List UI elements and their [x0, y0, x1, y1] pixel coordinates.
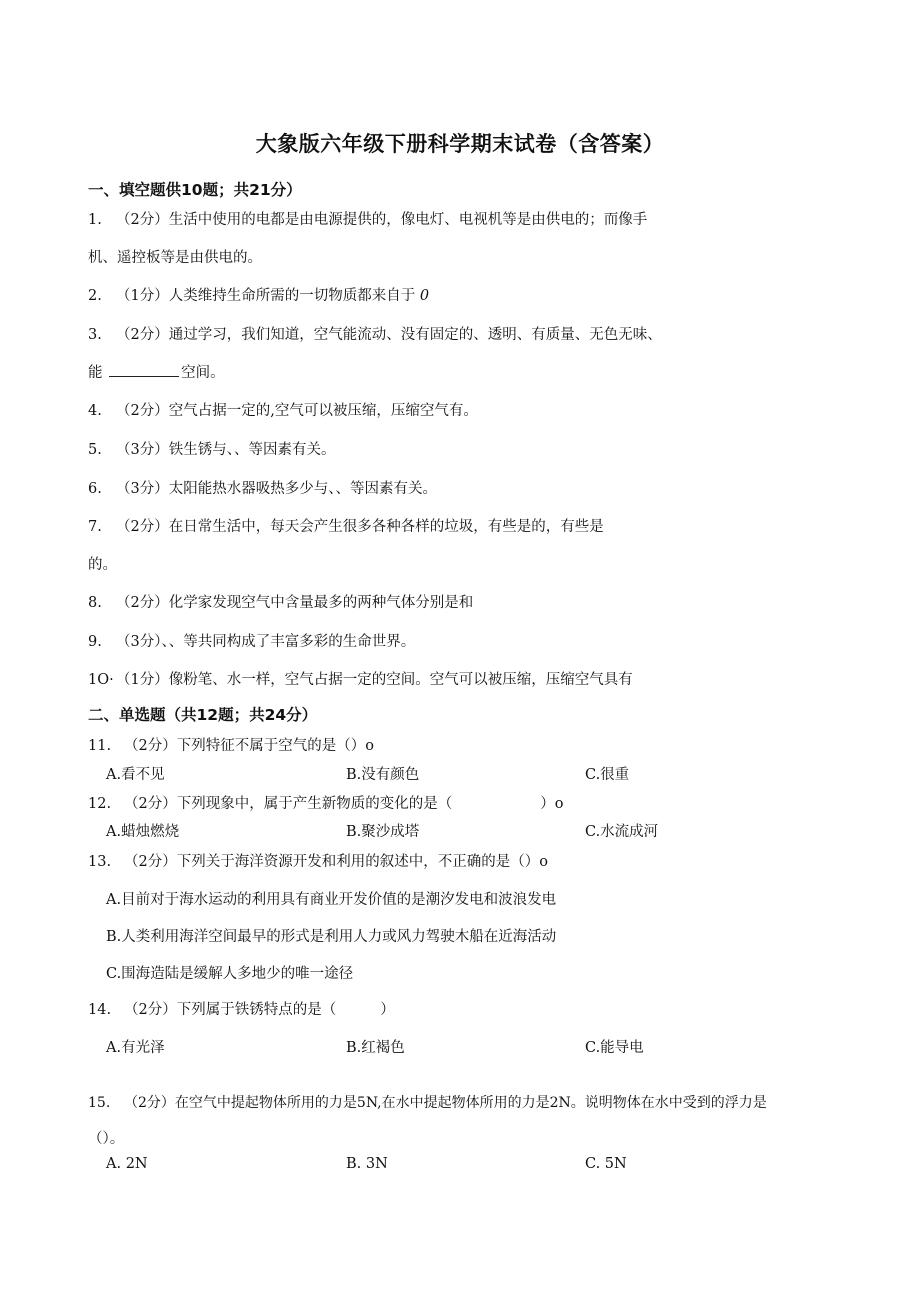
option-b[interactable]: B.人类利用海洋空间最早的形式是利用人力或风力驾驶木船在近海活动: [106, 929, 557, 945]
question-8: [88, 591, 473, 612]
option-b[interactable]: B. 3N: [346, 1156, 388, 1172]
question-text: （2分）生活中使用的电都是由电源提供的，像电灯、电视机等是由供电的；而像手: [116, 212, 648, 228]
question-number: 15.: [88, 1095, 111, 1111]
question-11: [88, 734, 374, 755]
question-text: （2分）在空气中提起物体所用的力是5N,在水中提起物体所用的力是2N。说明物体在水中受到的浮力是: [124, 1095, 767, 1111]
question-number: 4.: [88, 403, 102, 419]
answer-blank[interactable]: [109, 362, 179, 377]
question-1: [88, 208, 647, 229]
question-13: [88, 850, 548, 871]
option-c[interactable]: C.围海造陆是缓解人多地少的唯一途径: [106, 966, 354, 982]
question-15: [88, 1092, 767, 1112]
question-text: （2分）空气占据一定的,空气可以被压缩，压缩空气有。: [116, 403, 478, 419]
option-c[interactable]: C. 5N: [585, 1156, 627, 1172]
question-number: 1O·: [88, 672, 114, 688]
question-text: （2分）下列属于铁锈特点的是（: [124, 1002, 337, 1018]
question-text: 能: [88, 365, 103, 381]
question-text: （1分）人类维持生命所需的一切物质都来自于: [116, 288, 416, 304]
question-7: [88, 515, 604, 536]
question-text: （3分）铁生锈与、、等因素有关。: [116, 442, 336, 458]
question-5: [88, 438, 335, 459]
question-1-continued: 机、遥控板等是由供电的。: [88, 250, 262, 266]
question-text: （2分）在日常生活中，每天会产生很多各种各样的垃圾，有些是的，有些是: [116, 519, 604, 535]
question-number: 3.: [88, 327, 102, 343]
question-text: 空间。: [181, 365, 225, 381]
question-text: （2分）下列现象中，属于产生新物质的变化的是（: [124, 796, 453, 812]
question-15-continued: （）。: [88, 1131, 125, 1147]
question-text: （3分）、、等共同构成了丰富多彩的生命世界。: [116, 634, 416, 650]
question-number: 12.: [88, 796, 112, 812]
question-tail: 0: [419, 288, 430, 304]
question-number: 2.: [88, 288, 102, 304]
option-b[interactable]: B.聚沙成塔: [346, 824, 420, 840]
question-10: [88, 668, 633, 689]
option-a[interactable]: A. 2N: [106, 1156, 148, 1172]
option-b[interactable]: B.红褐色: [346, 1040, 405, 1056]
question-3-continued: [88, 361, 225, 382]
question-number: 11.: [88, 738, 112, 754]
option-a[interactable]: A.有光泽: [106, 1040, 165, 1056]
question-7-continued: 的。: [88, 557, 117, 573]
question-number: 8.: [88, 595, 102, 611]
question-6: [88, 477, 437, 498]
question-number: 6.: [88, 481, 102, 497]
question-text: （2分）化学家发现空气中含量最多的两种气体分别是和: [116, 595, 474, 611]
option-b[interactable]: B.没有颜色: [346, 767, 420, 783]
option-a[interactable]: A.蜡烛燃烧: [106, 824, 180, 840]
question-9: [88, 630, 415, 651]
section-heading-fill-in: 一、填空题供10题；共21分）: [88, 181, 302, 199]
option-c[interactable]: C.很重: [585, 767, 630, 783]
question-number: 14.: [88, 1002, 112, 1018]
option-a[interactable]: A.看不见: [106, 767, 165, 783]
option-a[interactable]: A.目前对于海水运动的利用具有商业开发价值的是潮汐发电和波浪发电: [106, 892, 557, 908]
question-number: 13.: [88, 854, 112, 870]
question-text: （2分）通过学习，我们知道，空气能流动、没有固定的、透明、有质量、无色无味、: [116, 327, 662, 343]
question-text-end: ）o: [540, 796, 564, 812]
question-number: 7.: [88, 519, 102, 535]
question-4: [88, 399, 478, 420]
section-heading-single-choice: 二、单选题（共12题；共24分）: [88, 706, 318, 724]
question-14: [88, 998, 395, 1019]
question-text: （2分）下列关于海洋资源开发和利用的叙述中，不正确的是（）o: [124, 854, 548, 870]
option-c[interactable]: C.水流成河: [585, 824, 659, 840]
question-number: 1.: [88, 212, 102, 228]
question-number: 5.: [88, 442, 102, 458]
page-title: 大象版六年级下册科学期末试卷（含答案）: [255, 132, 665, 156]
question-text: （3分）太阳能热水器吸热多少与、、等因素有关。: [116, 481, 437, 497]
question-2: [88, 284, 429, 305]
question-3: [88, 323, 662, 344]
option-c[interactable]: C.能导电: [585, 1040, 644, 1056]
question-text-end: ）: [380, 1002, 395, 1018]
question-12: [88, 792, 563, 813]
question-number: 9.: [88, 634, 102, 650]
question-text: （2分）下列特征不属于空气的是（）o: [124, 738, 374, 754]
question-text: （1分）像粉笔、水一样，空气占据一定的空间。空气可以被压缩，压缩空气具有: [116, 672, 633, 688]
